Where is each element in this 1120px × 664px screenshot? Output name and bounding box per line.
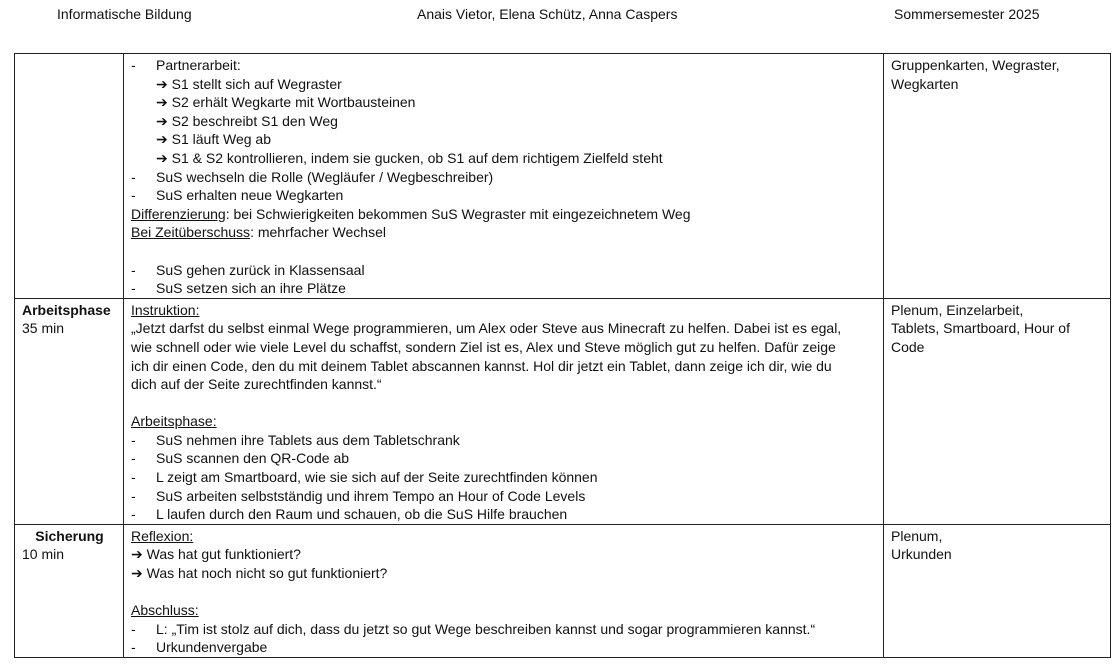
extra-time-line	[131, 223, 877, 242]
list-item: - Urkundenvergabe	[131, 638, 877, 657]
question-item: ➔ Was hat gut funktioniert?	[131, 546, 301, 563]
reflection-label: Reflexion:	[131, 527, 194, 544]
phase-cell	[15, 54, 124, 299]
closing-label: Abschluss:	[131, 602, 199, 619]
work-phase-label: Arbeitsphase:	[131, 413, 217, 430]
list-item: - L laufen durch den Raum und schauen, ob die SuS Hilfe brauchen	[131, 505, 877, 524]
media-text: Gruppenkarten, Wegraster, Wegkarten	[891, 57, 1060, 92]
header-subject: Informatische Bildung	[57, 6, 192, 22]
content-cell	[124, 54, 884, 299]
instruction-line: dich auf der Seite zurechtfinden kannst.“	[131, 376, 382, 393]
page-header	[0, 6, 1120, 26]
extra-time-label: Bei Zeitüberschuss	[131, 224, 251, 241]
step-item: ➔ S2 beschreibt S1 den Weg	[156, 112, 338, 129]
phase-cell	[15, 298, 124, 524]
spacer	[131, 583, 877, 602]
partner-work-label: - Partnerarbeit:	[131, 56, 877, 75]
list-item: - SuS scannen den QR-Code ab	[131, 449, 877, 468]
media-line: Tablets, Smartboard, Hour of	[891, 320, 1070, 337]
phase-cell	[15, 524, 124, 657]
instruction-line: „Jetzt darfst du selbst einmal Wege programmieren, um Alex oder Steve aus Minecraft zu helfen. Dabei ist es egal,	[131, 320, 842, 337]
media-line: Plenum,	[891, 527, 943, 544]
phase-duration: 10 min	[22, 546, 65, 563]
step-item: ➔ S1 stellt sich auf Wegraster	[156, 75, 342, 92]
question-item: ➔ Was hat noch nicht so gut funktioniert?	[131, 565, 388, 582]
header-semester: Sommersemester 2025	[894, 6, 1040, 22]
list-item: - SuS setzen sich an ihre Plätze	[131, 279, 877, 298]
instruction-line: wie schnell oder wie viele Level du schaffst, sondern Ziel ist es, Alex und Steve möglich gut zu helfen. Dafür zeige	[131, 338, 836, 355]
lesson-plan-table	[14, 53, 1111, 658]
phase-title: Arbeitsphase	[22, 301, 111, 318]
step-item: ➔ S1 & S2 kontrollieren, indem sie gucken, ob S1 auf dem richtigem Zielfeld steht	[156, 149, 663, 166]
phase-duration: 35 min	[22, 320, 65, 337]
table-row	[15, 524, 1111, 657]
media-line: Code	[891, 338, 925, 355]
list-item: - L: „Tim ist stolz auf dich, dass du jetzt so gut Wege beschreiben kannst und sogar programmieren kannst.“	[131, 620, 877, 639]
instruction-label: Instruktion:	[131, 301, 200, 318]
step-item: ➔ S2 erhält Wegkarte mit Wortbausteinen	[156, 94, 416, 111]
differentiation-text: : bei Schwierigkeiten bekommen SuS Wegraster mit eingezeichnetem Weg	[225, 205, 691, 222]
list-item: - SuS arbeiten selbstständig und ihrem Tempo an Hour of Code Levels	[131, 487, 877, 506]
list-item: - SuS gehen zurück in Klassensaal	[131, 261, 877, 280]
media-cell	[884, 298, 1111, 524]
differentiation-label: Differenzierung	[131, 205, 226, 222]
content-cell	[124, 524, 884, 657]
list-item: - SuS nehmen ihre Tablets aus dem Tabletschrank	[131, 431, 877, 450]
list-item: - L zeigt am Smartboard, wie sie sich auf der Seite zurechtfinden können	[131, 468, 877, 487]
spacer	[131, 394, 877, 413]
differentiation-line	[131, 205, 877, 224]
table-row	[15, 298, 1111, 524]
media-cell	[884, 54, 1111, 299]
phase-title: Sicherung	[35, 527, 104, 544]
list-item: - SuS wechseln die Rolle (Wegläufer / Wegbeschreiber)	[131, 168, 877, 187]
media-cell	[884, 524, 1111, 657]
content-cell	[124, 298, 884, 524]
extra-time-text: : mehrfacher Wechsel	[250, 224, 386, 241]
header-authors: Anais Vietor, Elena Schütz, Anna Caspers	[417, 6, 678, 22]
media-line: Plenum, Einzelarbeit,	[891, 301, 1024, 318]
table-row	[15, 54, 1111, 299]
step-item: ➔ S1 läuft Weg ab	[156, 131, 271, 148]
list-item: - SuS erhalten neue Wegkarten	[131, 186, 877, 205]
spacer	[131, 242, 877, 261]
media-line: Urkunden	[891, 546, 952, 563]
instruction-line: ich dir einen Code, den du mit deinem Tablet abscannen kannst. Hol dir jetzt ein Tablet, dann zeige ich dir, wie du	[131, 357, 832, 374]
